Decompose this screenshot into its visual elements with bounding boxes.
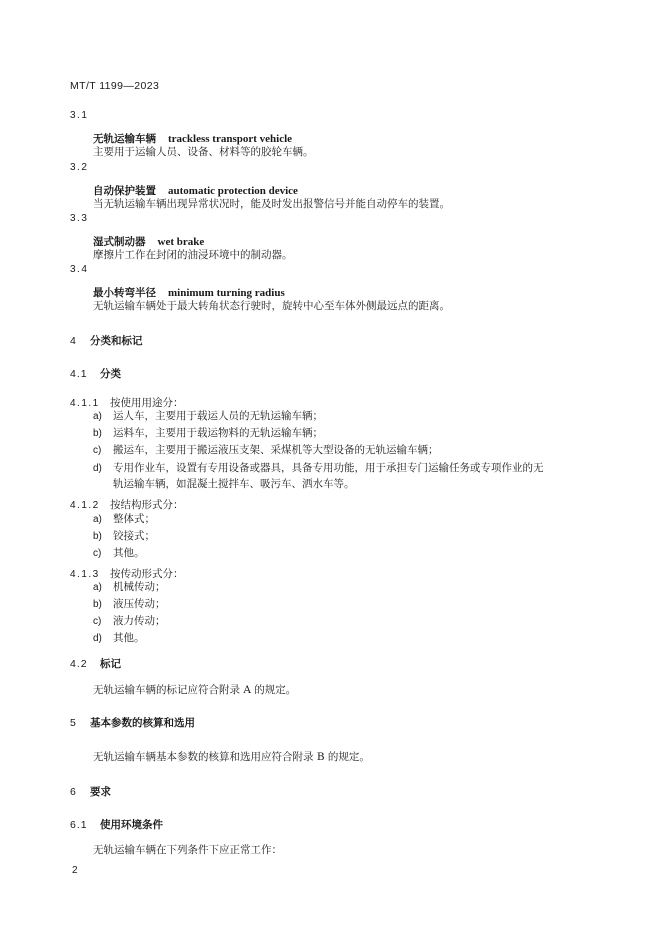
term-number: 3.3 xyxy=(70,213,89,224)
term-number: 3.2 xyxy=(70,162,89,173)
section-number: 6.1 xyxy=(70,819,88,831)
term-en: trackless transport vehicle xyxy=(168,133,293,145)
list-text: 整体式； xyxy=(113,513,155,525)
page-number: 2 xyxy=(72,865,78,876)
list-label: c) xyxy=(93,548,102,559)
term-number: 3.4 xyxy=(70,264,89,275)
term-en: wet brake xyxy=(157,236,205,248)
term-definition: 摩擦片工作在封闭的油浸环境中的制动器。 xyxy=(93,249,293,261)
term-zh: 湿式制动器 xyxy=(93,236,146,248)
list-label: b) xyxy=(93,428,102,439)
section-heading xyxy=(70,656,121,671)
term-definition: 无轨运输车辆处于最大转角状态行驶时，旋转中心至车体外侧最远点的距离。 xyxy=(93,300,450,312)
list-item xyxy=(93,596,166,611)
section-number: 4.1 xyxy=(70,368,88,380)
list-label: a) xyxy=(93,582,102,593)
list-text: 液压传动； xyxy=(113,598,166,610)
term-en: minimum turning radius xyxy=(168,287,285,299)
list-label: a) xyxy=(93,411,102,422)
list-text: 专用作业车，设置有专用设备或器具，具备专用功能，用于承担专门运输任务或专项作业的无 xyxy=(113,462,544,474)
list-text: 机械传动； xyxy=(113,581,166,593)
section-number: 5 xyxy=(70,717,77,729)
list-label: b) xyxy=(93,599,102,610)
section-number: 4.2 xyxy=(70,658,88,670)
clause-heading xyxy=(70,493,184,512)
term-zh: 自动保护装置 xyxy=(93,185,156,197)
list-item xyxy=(93,408,323,423)
section-number: 4 xyxy=(70,335,77,347)
list-item xyxy=(93,579,166,594)
section-heading xyxy=(70,784,111,799)
section-title: 分类 xyxy=(100,368,121,380)
section-title: 标记 xyxy=(100,658,121,670)
term-definition: 当无轨运输车辆出现异常状况时，能及时发出报警信号并能自动停车的装置。 xyxy=(93,198,450,210)
list-item xyxy=(93,613,166,628)
term-definition: 主要用于运输人员、设备、材料等的胶轮车辆。 xyxy=(93,146,314,158)
list-text: 运料车，主要用于载运物料的无轨运输车辆； xyxy=(113,427,323,439)
section-title: 分类和标记 xyxy=(90,335,143,347)
term-zh: 最小转弯半径 xyxy=(93,287,156,299)
list-item xyxy=(93,630,145,645)
clause-title: 按传动形式分： xyxy=(110,568,184,580)
list-text: 其他。 xyxy=(113,632,145,644)
clause-title: 按使用用途分： xyxy=(110,397,184,409)
clause-number: 4.1.1 xyxy=(70,398,100,409)
list-text: 液力传动； xyxy=(113,615,166,627)
list-text: 运人车，主要用于载运人员的无轨运输车辆； xyxy=(113,410,323,422)
paragraph: 无轨运输车辆在下列条件下应正常工作： xyxy=(93,844,282,856)
section-heading xyxy=(70,817,163,832)
section-title: 基本参数的核算和选用 xyxy=(90,717,195,729)
term-number: 3.1 xyxy=(70,110,89,121)
section-title: 要求 xyxy=(90,786,111,798)
section-heading xyxy=(70,366,121,381)
list-text: 搬运车，主要用于搬运液压支架、采煤机等大型设备的无轨运输车辆； xyxy=(113,444,439,456)
list-item xyxy=(93,511,155,526)
section-title: 使用环境条件 xyxy=(100,819,163,831)
list-text: 其他。 xyxy=(113,547,145,559)
list-label: b) xyxy=(93,531,102,542)
list-label: c) xyxy=(93,616,102,627)
list-label: c) xyxy=(93,445,102,456)
paragraph: 无轨运输车辆的标记应符合附录 A 的规定。 xyxy=(93,684,297,696)
list-text: 铰接式； xyxy=(113,530,155,542)
standard-code-header: MT/T 1199—2023 xyxy=(70,80,160,92)
section-number: 6 xyxy=(70,786,77,798)
paragraph: 无轨运输车辆基本参数的核算和选用应符合附录 B 的规定。 xyxy=(93,751,370,763)
section-heading xyxy=(70,333,143,348)
clause-number: 4.1.2 xyxy=(70,500,100,511)
list-item xyxy=(93,460,544,475)
list-item xyxy=(93,528,155,543)
list-label: a) xyxy=(93,514,102,525)
section-heading xyxy=(70,715,195,730)
list-item-continuation: 轨运输车辆，如混凝土搅拌车、吸污车、洒水车等。 xyxy=(113,478,355,490)
term-en: automatic protection device xyxy=(168,185,298,197)
list-item xyxy=(93,442,439,457)
list-label: d) xyxy=(93,633,102,644)
term-zh: 无轨运输车辆 xyxy=(93,133,156,145)
list-item xyxy=(93,545,145,560)
clause-title: 按结构形式分： xyxy=(110,499,184,511)
list-item xyxy=(93,425,323,440)
clause-number: 4.1.3 xyxy=(70,569,100,580)
list-label: d) xyxy=(93,463,102,474)
